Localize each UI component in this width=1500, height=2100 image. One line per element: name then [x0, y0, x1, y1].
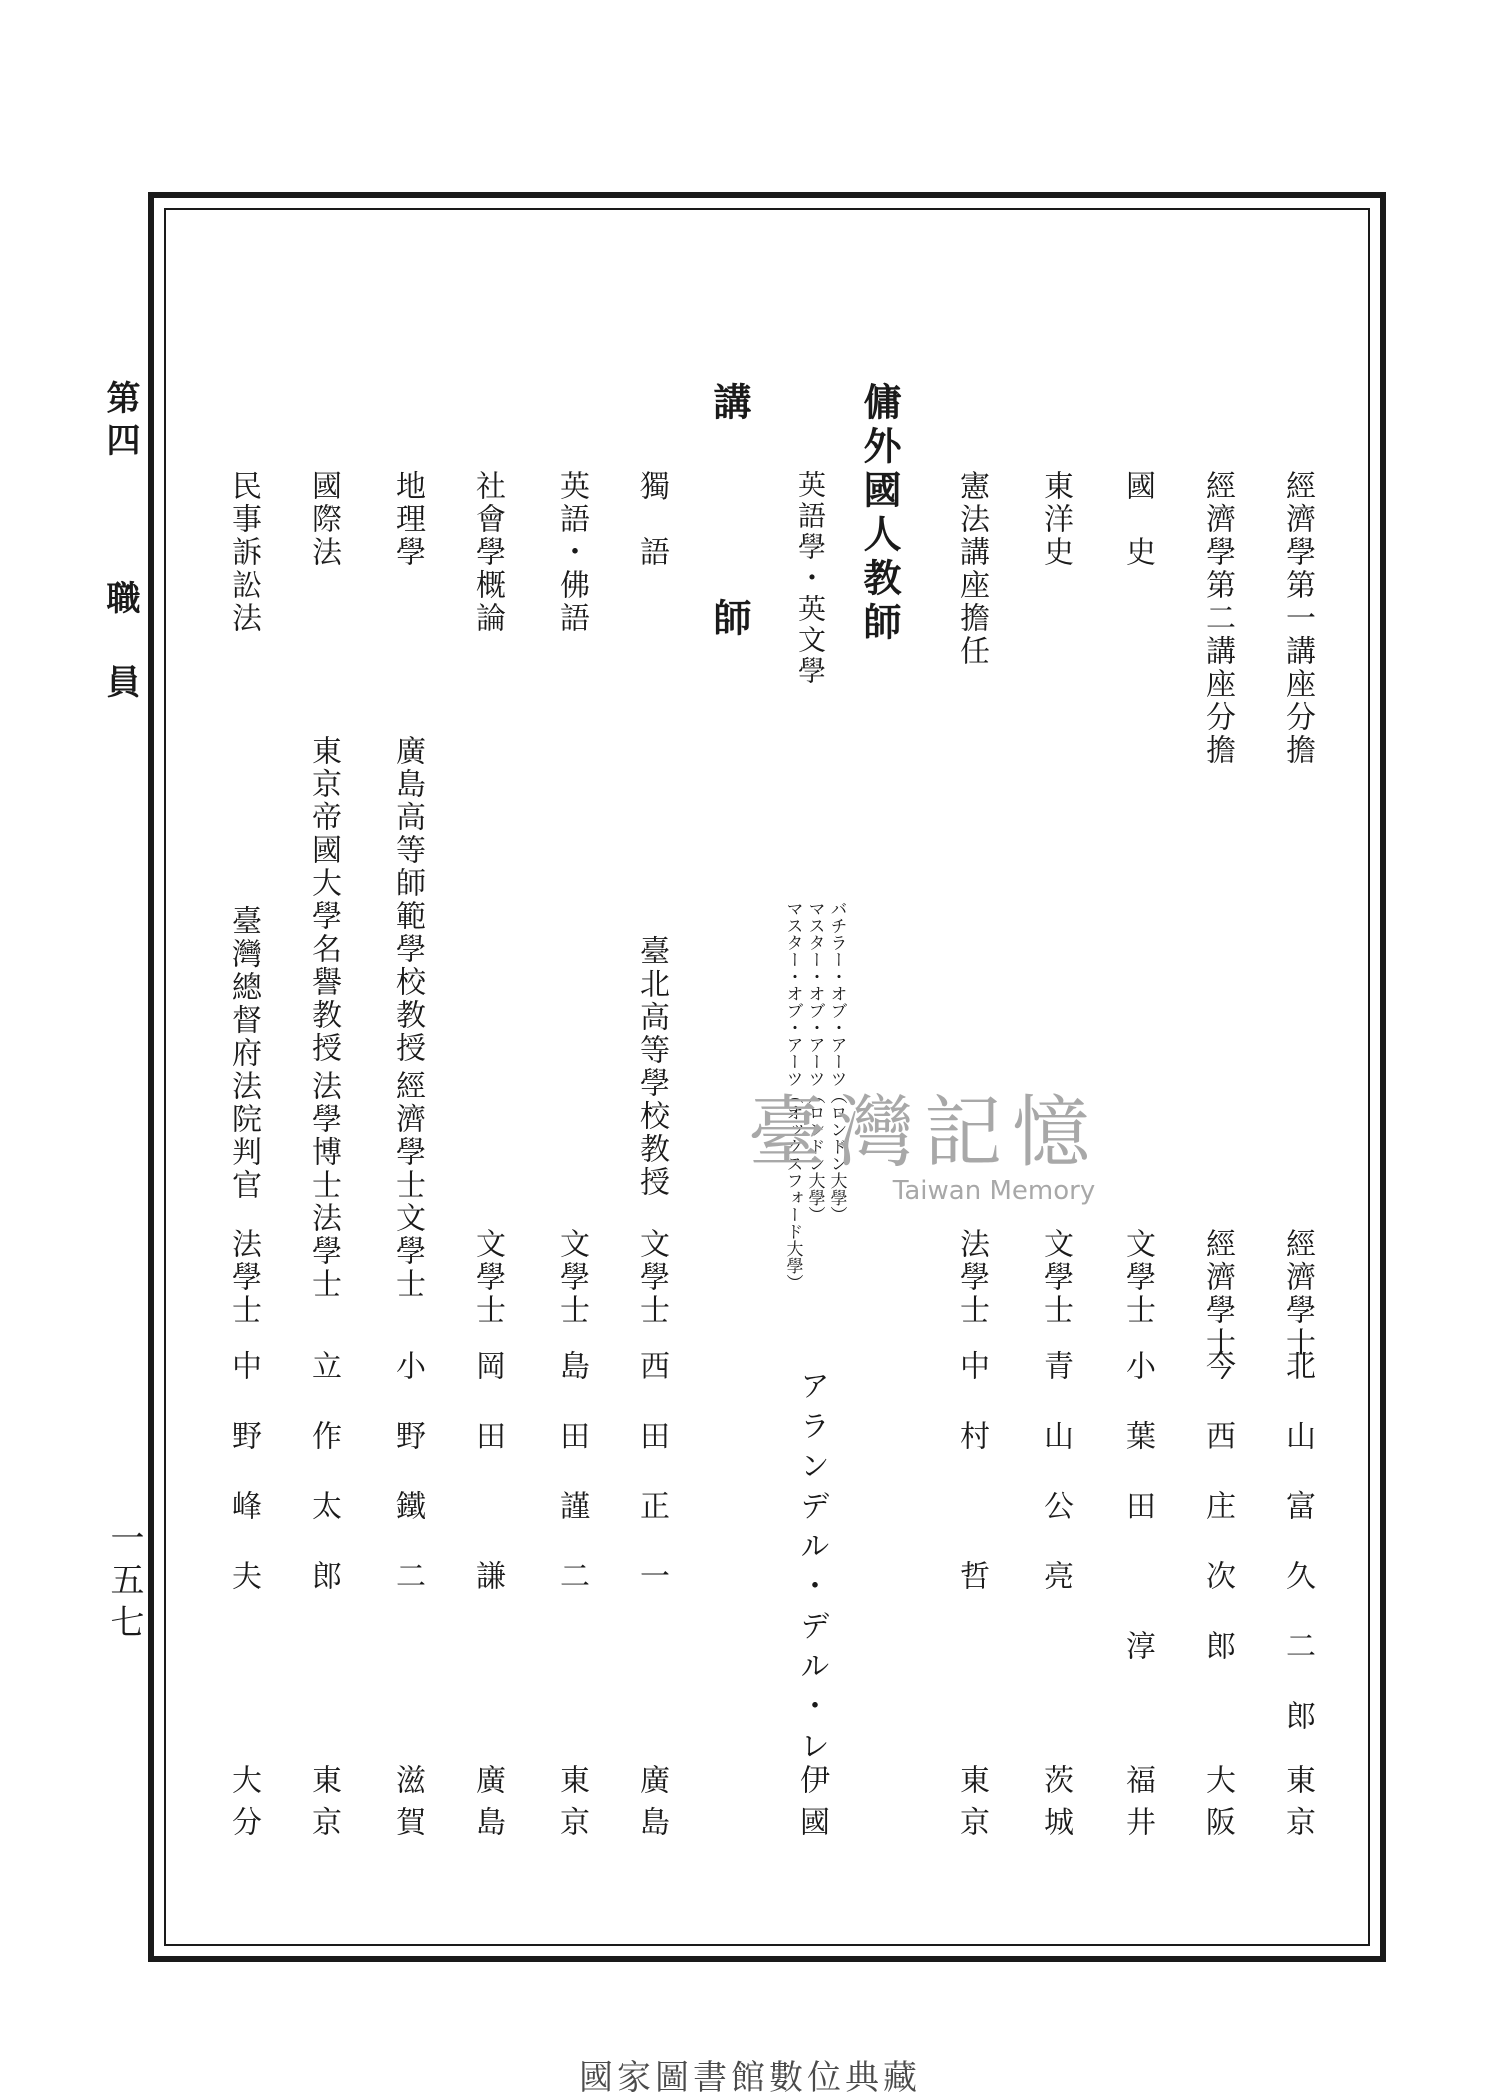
chapter-label: 第四 — [100, 380, 140, 464]
row-degree: 經濟學士 — [1200, 1228, 1235, 1360]
heading-foreign-teachers: 傭外國人教師 — [857, 382, 902, 646]
row-subject: 社會學概論 — [470, 470, 505, 635]
watermark — [748, 1070, 1100, 1206]
row-degree: 經濟學士 — [1280, 1228, 1315, 1360]
row-name: 岡田 謙 — [470, 1350, 505, 1630]
row-degree: 法學博士法學士 — [306, 1070, 341, 1301]
row-subject: 國際法 — [306, 470, 341, 569]
row-name: 青山公亮 — [1038, 1350, 1073, 1630]
row-name: 中村 哲 — [954, 1350, 989, 1630]
page-number: 一五七 — [104, 1520, 144, 1646]
row-place: 東京 — [306, 1764, 341, 1848]
row-place: 東京 — [1280, 1764, 1315, 1848]
row-place: 滋賀 — [390, 1764, 425, 1848]
row-degree: 文學士 — [1120, 1228, 1155, 1327]
row-name: 小葉田 淳 — [1120, 1350, 1155, 1700]
row-place: 茨城 — [1038, 1764, 1073, 1848]
row-title: 廣島高等師範學校教授 — [390, 735, 425, 1065]
row-subject: 經濟學第一講座分擔 — [1280, 470, 1315, 767]
row-subject: 憲法講座擔任 — [954, 470, 989, 668]
row-name: 立作太郎 — [306, 1350, 341, 1630]
row-subject: 地理學 — [390, 470, 425, 569]
row-degree: 經濟學士文學士 — [390, 1070, 425, 1301]
row-degree: 文學士 — [554, 1228, 589, 1327]
row-title: 臺灣總督府法院判官 — [226, 905, 261, 1202]
row-place: 東京 — [954, 1764, 989, 1848]
row-place: 伊國 — [794, 1764, 829, 1848]
row-name: 今西庄次郎 — [1200, 1350, 1235, 1700]
row-name: 北山富久二郎 — [1280, 1350, 1315, 1770]
row-subject: 經濟學第二講座分擔 — [1200, 470, 1235, 767]
row-degree: 法學士 — [954, 1228, 989, 1327]
row-degree-line: バチラー・オブ・アーツ（ロンドン大學） — [826, 900, 847, 1223]
row-name: アランデル・デル・レ — [794, 1370, 829, 1770]
row-place: 廣島 — [470, 1764, 505, 1848]
row-degree: 文學士 — [470, 1228, 505, 1327]
watermark-english: Taiwan Memory — [892, 1176, 1096, 1206]
row-name: 島田謹二 — [554, 1350, 589, 1630]
row-subject: 英語・佛語 — [554, 470, 589, 635]
row-place: 福井 — [1120, 1764, 1155, 1848]
row-place: 大分 — [226, 1764, 261, 1848]
row-subject: 東洋史 — [1038, 470, 1073, 569]
row-subject: 英語學・英文學 — [794, 470, 827, 687]
row-name: 中野峰夫 — [226, 1350, 261, 1630]
row-place: 廣島 — [634, 1764, 669, 1848]
row-degree-line: マスター・オブ・アーツ（ロンドン大學） — [804, 900, 825, 1223]
row-title: 臺北高等學校教授 — [634, 935, 669, 1199]
row-degree: 文學士 — [634, 1228, 669, 1327]
row-place: 大阪 — [1200, 1764, 1235, 1848]
row-subject: 獨 語 — [634, 470, 669, 569]
row-name: 西田正一 — [634, 1350, 669, 1630]
row-subject: 國 史 — [1120, 470, 1155, 569]
row-title: 東京帝國大學名譽教授 — [306, 735, 341, 1065]
row-degree: 法學士 — [226, 1228, 261, 1327]
heading-lecturers: 講 師 — [707, 382, 752, 706]
row-subject: 民事訴訟法 — [226, 470, 261, 635]
row-name: 小野鐵二 — [390, 1350, 425, 1630]
row-place: 東京 — [554, 1764, 589, 1848]
watermark-chinese: 臺灣記憶 — [748, 1088, 1101, 1178]
staff-label: 職 員 — [100, 580, 140, 706]
row-degree: 文學士 — [1038, 1228, 1073, 1327]
footer-credit: 國家圖書館數位典藏 — [579, 2058, 921, 2098]
row-degree-line: マスター・オブ・アーツ（オックスフォード大學） — [782, 900, 803, 1291]
